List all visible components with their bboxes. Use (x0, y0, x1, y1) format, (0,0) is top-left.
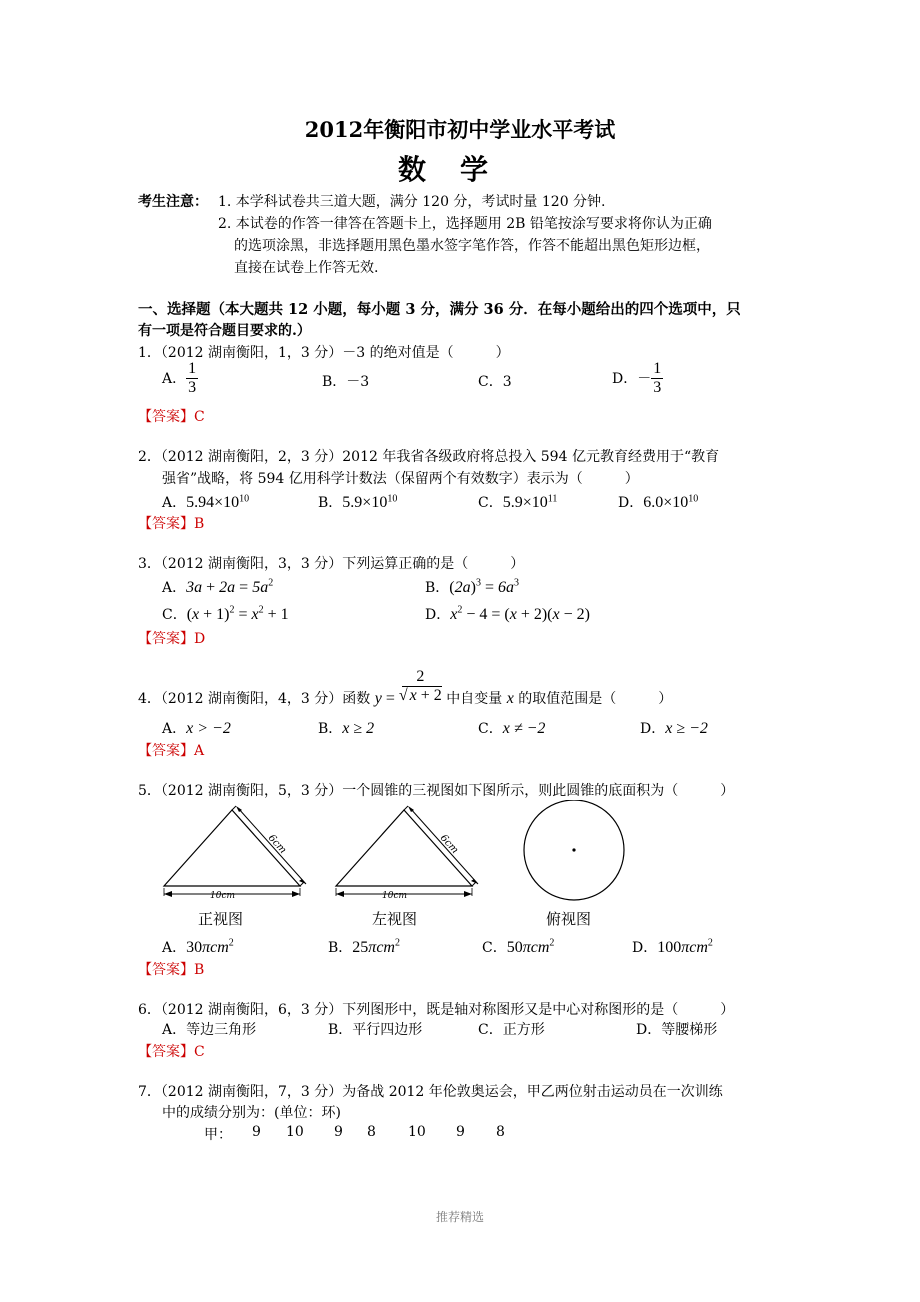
q6-option-a: A．等边三角形 (162, 1022, 257, 1038)
q2-option-c: C．$5.9\times 10^{11}$ (478, 493, 558, 511)
q2-stem-line-1: 2．（2012 湖南衡阳，2，3 分）2012 年我省各级政府将总投入 594 亿元教育经费用于“教育 (138, 449, 720, 465)
q5-option-a: A．30πcm$^2$ (162, 937, 234, 956)
q7-score: 8 (367, 1124, 376, 1140)
svg-text:6cm: 6cm (437, 832, 461, 856)
q2-option-a: A．$5.94\times 10^{10}$ (162, 493, 250, 511)
notice-label: 考生注意： (138, 194, 208, 210)
q4-option-a: A．x > −2 (162, 720, 231, 737)
q4-option-c: C．x ≠ −2 (478, 720, 546, 737)
page-footer: 推荐精选 (435, 1210, 484, 1224)
q5-option-c: C．50πcm$^2$ (482, 937, 555, 956)
q3-answer: 【答案】D (138, 631, 206, 647)
q7-score: 9 (456, 1124, 465, 1140)
q7-row-label: 甲： (204, 1127, 232, 1143)
q1-option-b: B．－3 (322, 374, 370, 390)
q6-answer: 【答案】C (138, 1044, 205, 1060)
q5-option-b: B．25πcm$^2$ (328, 937, 400, 956)
q7-stem-line-1: 7．（2012 湖南衡阳，7，3 分）为备战 2012 年伦敦奥运会，甲乙两位射击运动员在一次训练 (138, 1084, 723, 1100)
q1-answer: 【答案】C (138, 409, 205, 425)
section-heading-line-1: 一、选择题（本大题共 12 小题，每小题 3 分，满分 36 分．在每小题给出的四个选项中，只 (138, 301, 741, 318)
front-view-triangle (164, 806, 306, 901)
q4-stem: 4．（2012 湖南衡阳，4，3 分）函数 y = $\frac{2}{√ x + 2}$ 中自变量 x 的取值范围是（ ） (138, 668, 673, 707)
notice-line-1: 1. 本学科试卷共三道大题，满分 120 分，考试时量 120 分钟. (218, 194, 606, 210)
q7-score: 10 (408, 1124, 426, 1140)
section-heading-line-2: 有一项是符合题目要求的.） (138, 323, 311, 339)
q6-option-b: B．平行四边形 (328, 1022, 423, 1038)
q6-option-d: D．等腰梯形 (636, 1022, 718, 1038)
q7-score: 9 (334, 1124, 343, 1140)
q6-option-c: C．正方形 (478, 1022, 545, 1038)
q1-option-a: A． $\frac{1}{3}$ (162, 360, 197, 397)
q4-answer: 【答案】A (138, 743, 205, 759)
caption-top-view: 俯视图 (546, 910, 592, 928)
notice-line-2c: 直接在试卷上作答无效. (234, 260, 379, 276)
q4-option-d: D．x ≥ −2 (640, 720, 708, 737)
q3-option-d: D．$x^2 - 4 = (x + 2)(x - 2)$ (425, 604, 590, 623)
svg-text:6cm: 6cm (265, 832, 289, 856)
q5-option-d: D．100πcm$^2$ (632, 937, 713, 956)
q7-score: 9 (252, 1124, 261, 1140)
q3-option-b: B．$(2a)^3 = 6a^3$ (425, 577, 519, 596)
q3-option-c: C．$(x + 1)^2 = x^2 + 1$ (162, 604, 289, 623)
q7-score: 8 (496, 1124, 505, 1140)
q6-stem: 6．（2012 湖南衡阳，6，3 分）下列图形中，既是轴对称图形又是中心对称图形的是（ ） (138, 1002, 735, 1018)
svg-text:10cm: 10cm (382, 891, 408, 901)
caption-front-view: 正视图 (198, 910, 244, 928)
q2-option-b: B．$5.9\times 10^{10}$ (318, 493, 398, 511)
q1-stem: 1．（2012 湖南衡阳，1，3 分）－3 的绝对值是（ ） (138, 345, 510, 361)
q5-stem: 5．（2012 湖南衡阳，5，3 分）一个圆锥的三视图如下图所示，则此圆锥的底面积为（ ） (138, 783, 735, 799)
q1-option-d: D．－ $\frac{1}{3}$ (612, 360, 662, 397)
q7-score: 10 (286, 1124, 304, 1140)
notice-line-2b: 的选项涂黑，非选择题用黑色墨水签字笔作答，作答不能超出黑色矩形边框， (234, 238, 710, 254)
q7-stem-line-2: 中的成绩分别为：(单位：环) (162, 1105, 341, 1121)
top-view-circle (524, 800, 624, 900)
q2-stem-line-2: 强省”战略，将 594 亿用科学计数法（保留两个有效数字）表示为（ ） (162, 471, 639, 487)
q3-option-a: A．$3a + 2a = 5a^2$ (162, 577, 274, 596)
q3-stem: 3．（2012 湖南衡阳，3，3 分）下列运算正确的是（ ） (138, 556, 525, 572)
q2-answer: 【答案】B (138, 516, 205, 532)
q5-three-views-figure (150, 800, 670, 910)
svg-text:10cm: 10cm (210, 891, 236, 901)
q4-option-b: B．x ≥ 2 (318, 720, 375, 737)
page-title: 2012年衡阳市初中学业水平考试 (304, 117, 616, 142)
subject-title: 数学 (397, 153, 522, 186)
q2-option-d: D．$6.0\times 10^{10}$ (618, 493, 699, 511)
left-view-triangle (336, 806, 478, 901)
q5-answer: 【答案】B (138, 962, 205, 978)
notice-line-2a: 2. 本试卷的作答一律答在答题卡上，选择题用 2B 铅笔按涂写要求将你认为正确 (218, 216, 712, 232)
q1-option-c: C．3 (478, 374, 512, 390)
caption-left-view: 左视图 (372, 910, 418, 928)
